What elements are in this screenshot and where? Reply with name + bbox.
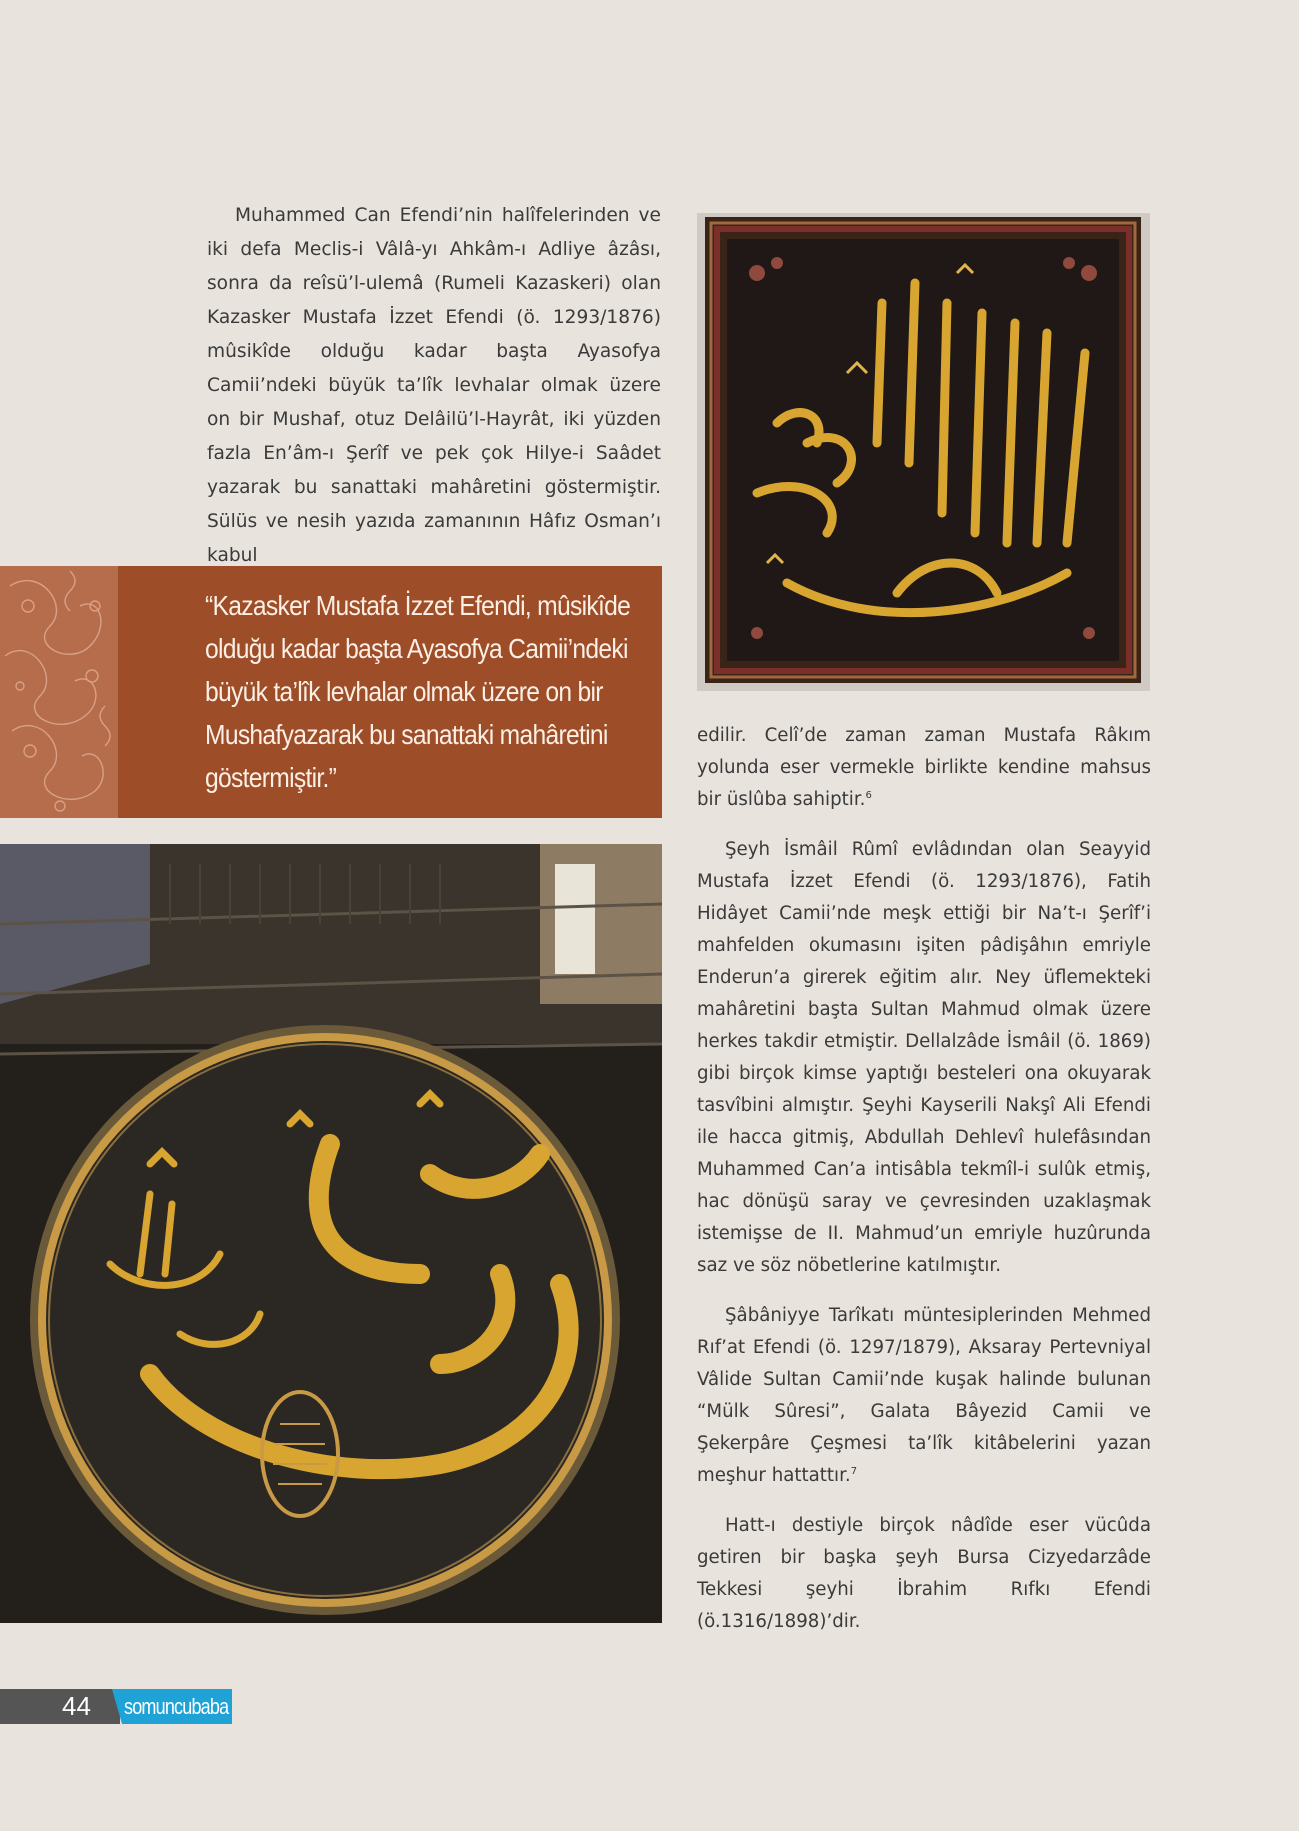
left-column-text xyxy=(207,199,661,573)
body-paragraph: Şeyh İsmâil Rûmî evlâdından olan Seayyid Mustafa İzzet Efendi (ö. 1293/1876), Fatih Hidâyet Camii’nde meşk ettiği bir Na’t-ı Şerîf’i mahfelden okumasını işiten pâdişâhın emriyle Enderun’a girerek eğitim alır. Ney üflemekteki mahâretini başta Sultan Mahmud olmak üzere herkes takdir etmiştir. Dellalzâde İsmâil (ö. 1869) gibi birçok kimse yaptığı besteleri ona okuyarak tasvîbini almıştır. Şeyhi Kayserili Nakşî Ali Efendi ile hacca gitmiş, Abdullah Dehlevî hulefâsından Muhammed Can’a intisâbla tekmîl-i sulûk etmiş, hac dönüşü saray ve çevresinden uzaklaşmak istemişse de II. Mahmud’un emriyle huzûrunda saz ve söz nöbetlerine katılmıştır. xyxy=(697,839,1151,1276)
body-paragraph: edilir. Celî’de zaman zaman Mustafa Râkım yolunda eser vermekle birlikte kendine mahsus bir üslûba sahiptir.$^6$ xyxy=(697,725,1151,810)
hagia-sophia-roundel-photo xyxy=(0,844,662,1623)
footnote-ref[interactable]: 7 xyxy=(850,1465,858,1477)
right-column-text xyxy=(697,720,1151,1656)
calligraphy-levha-photo xyxy=(697,213,1150,691)
page-number: 44 xyxy=(62,1691,91,1721)
pull-quote-box xyxy=(0,566,662,818)
magazine-brand: somuncubaba xyxy=(124,1694,229,1719)
footnote-ref[interactable]: 6 xyxy=(865,789,872,801)
body-paragraph: Hatt-ı destiyle birçok nâdîde eser vücûda getiren bir başka şeyh Bursa Cizyedarzâde Tekkesi şeyhi İbrahim Rıfkı Efendi (ö.1316/1898)’dir. xyxy=(697,1515,1151,1632)
body-paragraph: Şâbâniyye Tarîkatı müntesiplerinden Mehmed Rıf’at Efendi (ö. 1297/1879), Aksaray Pertevniyal Vâlide Sultan Camii’nde kuşak halinde bulunan “Mülk Sûresi”, Galata Bâyezid Camii ve Şekerpâre Çeşmesi ta’lîk kitâbelerini yazan meşhur hattattır.$^7$ xyxy=(697,1305,1151,1486)
floral-pattern xyxy=(0,566,118,818)
body-paragraph: Muhammed Can Efendi’nin halîfelerinden ve iki defa Meclis-i Vâlâ-yı Ahkâm-ı Adliye âzâsı, sonra da reîsü’l-ulemâ (Rumeli Kazaskeri) olan Kazasker Mustafa İzzet Efendi (ö. 1293/1876) mûsikîde olduğu kadar başta Ayasofya Camii’ndeki büyük ta’lîk levhalar olmak üzere on bir Mushaf, otuz Delâilü’l-Hayrât, iki yüzden fazla En’âm-ı Şerîf ve pek çok Hilye-i Saâdet yazarak bu sanattaki mahâretini göstermiştir. Sülüs ve nesih yazıda zamanının Hâfız Osman’ı kabul xyxy=(207,205,661,566)
pull-quote-text: “Kazasker Mustafa İzzet Efendi, mûsikîde olduğu kadar başta Ayasofya Camii’ndeki büyük ta’lîk levhalar olmak üzere on bir Mushafyazarak bu sanattaki mahâretini göstermiştir.” xyxy=(205,590,631,793)
